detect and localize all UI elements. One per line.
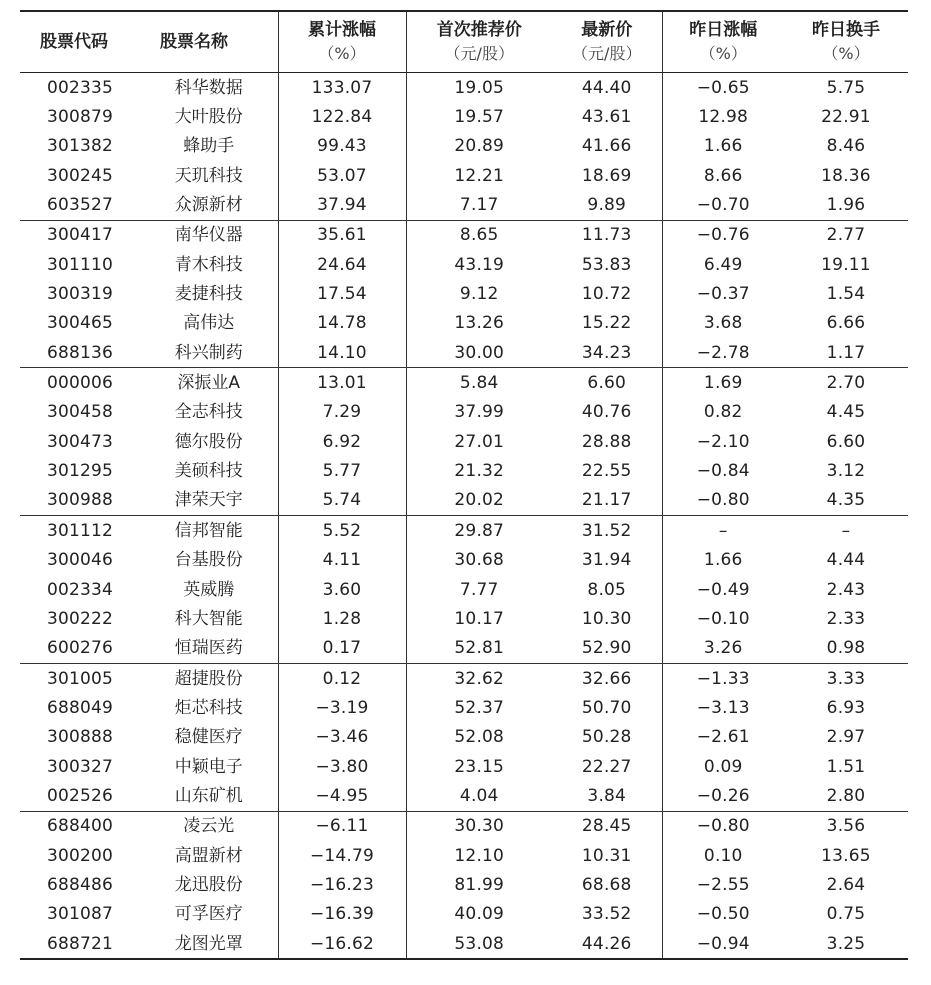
table-body (20, 73, 908, 960)
stock-code-cell: 300988 (46, 490, 114, 511)
cumulative-gain-cell: −16.39 (278, 900, 406, 929)
yesterday-gain-cell: 1.66 (662, 546, 784, 575)
cumulative-gain-cell: 0.12 (278, 663, 406, 693)
cumulative-gain-cell: −6.11 (278, 811, 406, 841)
first-recommended-price-cell: 10.17 (406, 604, 552, 633)
first-recommended-price-cell: 19.57 (406, 102, 552, 131)
yesterday-gain-cell: −0.37 (662, 279, 784, 308)
yesterday-gain-cell: 0.10 (662, 841, 784, 870)
stock-code-cell: 300222 (46, 608, 114, 629)
yesterday-turnover-cell: 6.93 (826, 697, 866, 718)
cumulative-gain-cell: −14.79 (278, 841, 406, 870)
cumulative-gain-cell: 5.77 (278, 456, 406, 485)
yesterday-turnover-cell: 1.54 (826, 284, 866, 305)
first-recommended-price-cell: 43.19 (406, 250, 552, 279)
col-header-first-recommended-price (406, 11, 552, 73)
header-unit: （元/股） (572, 44, 642, 63)
stock-name-cell: 天玑科技 (174, 165, 243, 186)
latest-price-cell: 18.69 (581, 165, 632, 186)
table-row (20, 575, 908, 604)
cumulative-gain-cell: 14.78 (278, 309, 406, 338)
stock-name-cell: 台基股份 (174, 550, 243, 571)
stock-code-cell: 300327 (46, 756, 114, 777)
first-recommended-price-cell: 19.05 (406, 73, 552, 103)
latest-price-cell: 33.52 (581, 904, 632, 925)
stock-code-cell: 301110 (46, 254, 114, 275)
stock-name-cell: 美硕科技 (174, 461, 243, 482)
yesterday-turnover-cell: 13.65 (821, 845, 871, 866)
stock-name-cell: 恒瑞医药 (174, 638, 243, 659)
yesterday-turnover-cell: 2.43 (826, 579, 866, 600)
latest-price-cell: 32.66 (552, 663, 662, 693)
cumulative-gain-cell: 17.54 (278, 279, 406, 308)
cumulative-gain-cell: 53.07 (278, 161, 406, 190)
stock-code-cell: 002335 (46, 77, 114, 98)
stock-name-cell: 科兴制药 (174, 342, 243, 363)
header-unit: （%） (822, 44, 870, 63)
yesterday-turnover-cell: 5.75 (826, 77, 866, 98)
latest-price-cell: 44.26 (581, 933, 632, 954)
yesterday-gain-cell: −1.33 (662, 663, 784, 693)
stock-code-cell: 301005 (20, 663, 140, 693)
yesterday-turnover-cell: 4.35 (826, 490, 866, 511)
stock-code-cell: 002334 (46, 579, 114, 600)
latest-price-cell: 44.40 (581, 77, 632, 98)
table-row (20, 929, 908, 959)
stock-name-cell: 德尔股份 (174, 431, 243, 452)
yesterday-turnover-cell: – (784, 516, 908, 546)
latest-price-cell: 34.23 (581, 342, 632, 363)
cumulative-gain-cell: 4.11 (278, 546, 406, 575)
table-row (20, 338, 908, 368)
col-header-latest-price (552, 11, 662, 73)
latest-price-cell: 50.28 (581, 727, 632, 748)
cumulative-gain-cell: 14.10 (278, 338, 406, 368)
yesterday-gain-cell: −0.10 (662, 604, 784, 633)
cumulative-gain-cell: 122.84 (278, 102, 406, 131)
stock-name-cell: 可孚医疗 (174, 904, 243, 925)
first-recommended-price-cell: 30.00 (406, 338, 552, 368)
yesterday-gain-cell: −0.80 (662, 486, 784, 516)
stock-code-cell: 688486 (46, 874, 114, 895)
yesterday-turnover-cell: 2.80 (826, 785, 866, 806)
yesterday-gain-cell: 1.69 (662, 368, 784, 398)
stock-code-cell: 300417 (20, 220, 140, 250)
latest-price-cell: 50.70 (581, 697, 632, 718)
table-row (20, 781, 908, 811)
first-recommended-price-cell: 32.62 (406, 663, 552, 693)
first-recommended-price-cell: 37.99 (406, 398, 552, 427)
header-unit: （元/股） (444, 44, 514, 63)
table-row (20, 841, 908, 870)
yesterday-turnover-cell: 3.33 (784, 663, 908, 693)
table-row (20, 752, 908, 781)
cumulative-gain-cell: 99.43 (278, 132, 406, 161)
cumulative-gain-cell: 5.52 (278, 516, 406, 546)
latest-price-cell: 6.60 (552, 368, 662, 398)
yesterday-gain-cell: 8.66 (662, 161, 784, 190)
stock-code-cell: 300046 (46, 550, 114, 571)
stock-name-cell: 科大智能 (174, 608, 243, 629)
yesterday-turnover-cell: 18.36 (821, 165, 871, 186)
stock-name-cell: 龙迅股份 (174, 874, 243, 895)
yesterday-gain-cell: −0.49 (662, 575, 784, 604)
stock-name-cell: 麦捷科技 (174, 284, 243, 305)
latest-price-cell: 22.27 (581, 756, 632, 777)
yesterday-turnover-cell: 2.77 (784, 220, 908, 250)
stock-name-cell: 中颖电子 (174, 756, 243, 777)
stock-code-cell: 688049 (46, 697, 114, 718)
first-recommended-price-cell: 20.02 (406, 486, 552, 516)
cumulative-gain-cell: 7.29 (278, 398, 406, 427)
latest-price-cell: 40.76 (581, 402, 632, 423)
latest-price-cell: 53.83 (581, 254, 632, 275)
yesterday-turnover-cell: 3.12 (826, 461, 866, 482)
stock-name-cell: 高盟新材 (174, 845, 243, 866)
table-row (20, 309, 908, 338)
yesterday-turnover-cell: 6.66 (826, 313, 866, 334)
col-header-stock-name (140, 11, 278, 73)
table-row (20, 900, 908, 929)
yesterday-gain-cell: −2.78 (662, 338, 784, 368)
first-recommended-price-cell: 52.08 (406, 723, 552, 752)
cumulative-gain-cell: 1.28 (278, 604, 406, 633)
stock-code-cell: 000006 (20, 368, 140, 398)
table-row (20, 456, 908, 485)
yesterday-gain-cell: −0.94 (662, 929, 784, 959)
table-row (20, 634, 908, 664)
col-header-cumulative-gain (278, 11, 406, 73)
table-row (20, 546, 908, 575)
table-row (20, 486, 908, 516)
header-label: 股票名称 (160, 32, 228, 52)
table-row (20, 663, 908, 693)
first-recommended-price-cell: 30.68 (406, 546, 552, 575)
first-recommended-price-cell: 52.81 (406, 634, 552, 664)
cumulative-gain-cell: −16.23 (278, 870, 406, 899)
first-recommended-price-cell: 40.09 (406, 900, 552, 929)
yesterday-gain-cell: 1.66 (662, 132, 784, 161)
table-row (20, 811, 908, 841)
cumulative-gain-cell: 35.61 (278, 220, 406, 250)
header-unit: （%） (699, 44, 747, 63)
yesterday-turnover-cell: 3.25 (826, 933, 866, 954)
stock-code-cell: 300458 (46, 402, 114, 423)
stock-name-cell: 超捷股份 (140, 663, 278, 693)
stock-name-cell: 高伟达 (183, 313, 235, 334)
yesterday-turnover-cell: 2.64 (826, 874, 866, 895)
latest-price-cell: 52.90 (581, 638, 632, 659)
latest-price-cell: 31.94 (581, 550, 632, 571)
yesterday-gain-cell: −0.50 (662, 900, 784, 929)
yesterday-turnover-cell: 4.44 (826, 550, 866, 571)
first-recommended-price-cell: 7.17 (406, 190, 552, 220)
stock-code-cell: 688136 (46, 342, 114, 363)
yesterday-turnover-cell: 4.45 (826, 402, 866, 423)
cumulative-gain-cell: −3.19 (278, 693, 406, 722)
stock-name-cell: 南华仪器 (140, 220, 278, 250)
table-row (20, 220, 908, 250)
stock-code-cell: 600276 (46, 638, 114, 659)
yesterday-turnover-cell: 8.46 (826, 136, 866, 157)
yesterday-turnover-cell: 6.60 (826, 431, 866, 452)
yesterday-gain-cell: −2.61 (662, 723, 784, 752)
stock-recommendation-table-container (20, 10, 908, 960)
first-recommended-price-cell: 5.84 (406, 368, 552, 398)
latest-price-cell: 31.52 (552, 516, 662, 546)
yesterday-gain-cell: 0.82 (662, 398, 784, 427)
latest-price-cell: 28.88 (581, 431, 632, 452)
latest-price-cell: 68.68 (581, 874, 632, 895)
table-row (20, 693, 908, 722)
cumulative-gain-cell: 5.74 (278, 486, 406, 516)
first-recommended-price-cell: 53.08 (406, 929, 552, 959)
first-recommended-price-cell: 13.26 (406, 309, 552, 338)
stock-code-cell: 688721 (46, 933, 114, 954)
latest-price-cell: 28.45 (552, 811, 662, 841)
yesterday-gain-cell: −0.80 (662, 811, 784, 841)
first-recommended-price-cell: 52.37 (406, 693, 552, 722)
table-row (20, 398, 908, 427)
stock-code-cell: 300245 (46, 165, 114, 186)
cumulative-gain-cell: 0.17 (278, 634, 406, 664)
latest-price-cell: 10.30 (581, 608, 632, 629)
yesterday-gain-cell: −0.65 (662, 73, 784, 103)
stock-code-cell: 301382 (46, 136, 114, 157)
stock-name-cell: 大叶股份 (174, 107, 243, 128)
table-row (20, 870, 908, 899)
table-row (20, 279, 908, 308)
stock-code-cell: 002526 (46, 785, 114, 806)
stock-name-cell: 众源新材 (174, 195, 243, 216)
header-label: 最新价 (581, 20, 633, 40)
yesterday-turnover-cell: 1.51 (826, 756, 866, 777)
table-row (20, 604, 908, 633)
header-label: 首次推荐价 (436, 20, 522, 40)
col-header-stock-code (20, 11, 140, 73)
stock-name-cell: 蜂助手 (183, 136, 235, 157)
yesterday-turnover-cell: 0.75 (826, 904, 866, 925)
latest-price-cell: 8.05 (587, 579, 627, 600)
stock-name-cell: 山东矿机 (174, 785, 243, 806)
latest-price-cell: 43.61 (581, 107, 632, 128)
stock-code-cell: 301087 (46, 904, 114, 925)
yesterday-turnover-cell: 2.33 (826, 608, 866, 629)
col-header-yesterday-gain (662, 11, 784, 73)
first-recommended-price-cell: 12.10 (406, 841, 552, 870)
table-row (20, 250, 908, 279)
stock-name-cell: 津荣天宇 (174, 490, 243, 511)
first-recommended-price-cell: 30.30 (406, 811, 552, 841)
yesterday-turnover-cell: 2.97 (826, 727, 866, 748)
stock-name-cell: 凌云光 (140, 811, 278, 841)
yesterday-turnover-cell: 3.56 (784, 811, 908, 841)
col-header-yesterday-turnover (784, 11, 908, 73)
table-row (20, 427, 908, 456)
table-row (20, 368, 908, 398)
latest-price-cell: 11.73 (552, 220, 662, 250)
first-recommended-price-cell: 81.99 (406, 870, 552, 899)
stock-name-cell: 稳健医疗 (174, 727, 243, 748)
yesterday-turnover-cell: 2.70 (784, 368, 908, 398)
first-recommended-price-cell: 20.89 (406, 132, 552, 161)
first-recommended-price-cell: 7.77 (406, 575, 552, 604)
cumulative-gain-cell: 37.94 (278, 190, 406, 220)
stock-name-cell: 科华数据 (174, 77, 243, 98)
table-row (20, 102, 908, 131)
stock-code-cell: 301112 (20, 516, 140, 546)
yesterday-gain-cell: −0.84 (662, 456, 784, 485)
yesterday-gain-cell: 12.98 (662, 102, 784, 131)
latest-price-cell: 15.22 (581, 313, 632, 334)
yesterday-gain-cell: 0.09 (662, 752, 784, 781)
latest-price-cell: 21.17 (581, 490, 632, 511)
first-recommended-price-cell: 21.32 (406, 456, 552, 485)
yesterday-gain-cell: 3.26 (662, 634, 784, 664)
cumulative-gain-cell: −4.95 (278, 781, 406, 811)
yesterday-gain-cell: −0.70 (662, 190, 784, 220)
yesterday-gain-cell: – (662, 516, 784, 546)
stock-code-cell: 300319 (46, 284, 114, 305)
cumulative-gain-cell: 24.64 (278, 250, 406, 279)
first-recommended-price-cell: 29.87 (406, 516, 552, 546)
cumulative-gain-cell: 3.60 (278, 575, 406, 604)
latest-price-cell: 10.72 (581, 284, 632, 305)
cumulative-gain-cell: −3.80 (278, 752, 406, 781)
table-row (20, 190, 908, 220)
yesterday-gain-cell: 3.68 (662, 309, 784, 338)
yesterday-gain-cell: −2.55 (662, 870, 784, 899)
cumulative-gain-cell: −16.62 (278, 929, 406, 959)
yesterday-turnover-cell: 19.11 (821, 254, 871, 275)
stock-name-cell: 英威腾 (183, 579, 235, 600)
table-row (20, 73, 908, 103)
first-recommended-price-cell: 8.65 (406, 220, 552, 250)
yesterday-gain-cell: −3.13 (662, 693, 784, 722)
stock-recommendation-table (20, 10, 908, 960)
yesterday-turnover-cell: 0.98 (826, 638, 866, 659)
header-row (20, 11, 908, 73)
header-unit: （%） (318, 44, 366, 63)
header-label: 昨日涨幅 (689, 20, 758, 40)
header-label: 股票代码 (40, 32, 108, 52)
latest-price-cell: 3.84 (587, 785, 627, 806)
stock-name-cell: 全志科技 (174, 402, 243, 423)
cumulative-gain-cell: 6.92 (278, 427, 406, 456)
table-header (20, 11, 908, 73)
stock-name-cell: 深振业A (140, 368, 278, 398)
stock-code-cell: 300879 (46, 107, 114, 128)
yesterday-gain-cell: −0.76 (662, 220, 784, 250)
stock-code-cell: 300465 (46, 313, 114, 334)
first-recommended-price-cell: 23.15 (406, 752, 552, 781)
table-row (20, 723, 908, 752)
first-recommended-price-cell: 9.12 (406, 279, 552, 308)
latest-price-cell: 9.89 (587, 195, 627, 216)
stock-code-cell: 300200 (46, 845, 114, 866)
latest-price-cell: 41.66 (581, 136, 632, 157)
cumulative-gain-cell: 13.01 (278, 368, 406, 398)
first-recommended-price-cell: 4.04 (406, 781, 552, 811)
yesterday-gain-cell: 6.49 (662, 250, 784, 279)
yesterday-gain-cell: −0.26 (662, 781, 784, 811)
stock-code-cell: 301295 (46, 461, 114, 482)
stock-name-cell: 信邦智能 (140, 516, 278, 546)
yesterday-turnover-cell: 1.17 (826, 342, 866, 363)
yesterday-turnover-cell: 1.96 (826, 195, 866, 216)
latest-price-cell: 10.31 (581, 845, 632, 866)
first-recommended-price-cell: 27.01 (406, 427, 552, 456)
stock-code-cell: 688400 (20, 811, 140, 841)
yesterday-turnover-cell: 22.91 (821, 107, 871, 128)
stock-name-cell: 炬芯科技 (174, 697, 243, 718)
table-row (20, 516, 908, 546)
latest-price-cell: 22.55 (581, 461, 632, 482)
table-row (20, 132, 908, 161)
stock-code-cell: 300473 (46, 431, 114, 452)
yesterday-gain-cell: −2.10 (662, 427, 784, 456)
stock-name-cell: 青木科技 (174, 254, 243, 275)
stock-name-cell: 龙图光罩 (174, 933, 243, 954)
first-recommended-price-cell: 12.21 (406, 161, 552, 190)
cumulative-gain-cell: 133.07 (278, 73, 406, 103)
header-label: 累计涨幅 (308, 20, 376, 40)
cumulative-gain-cell: −3.46 (278, 723, 406, 752)
stock-code-cell: 300888 (46, 727, 114, 748)
header-label: 昨日换手 (812, 20, 880, 40)
stock-code-cell: 603527 (46, 195, 114, 216)
table-row (20, 161, 908, 190)
